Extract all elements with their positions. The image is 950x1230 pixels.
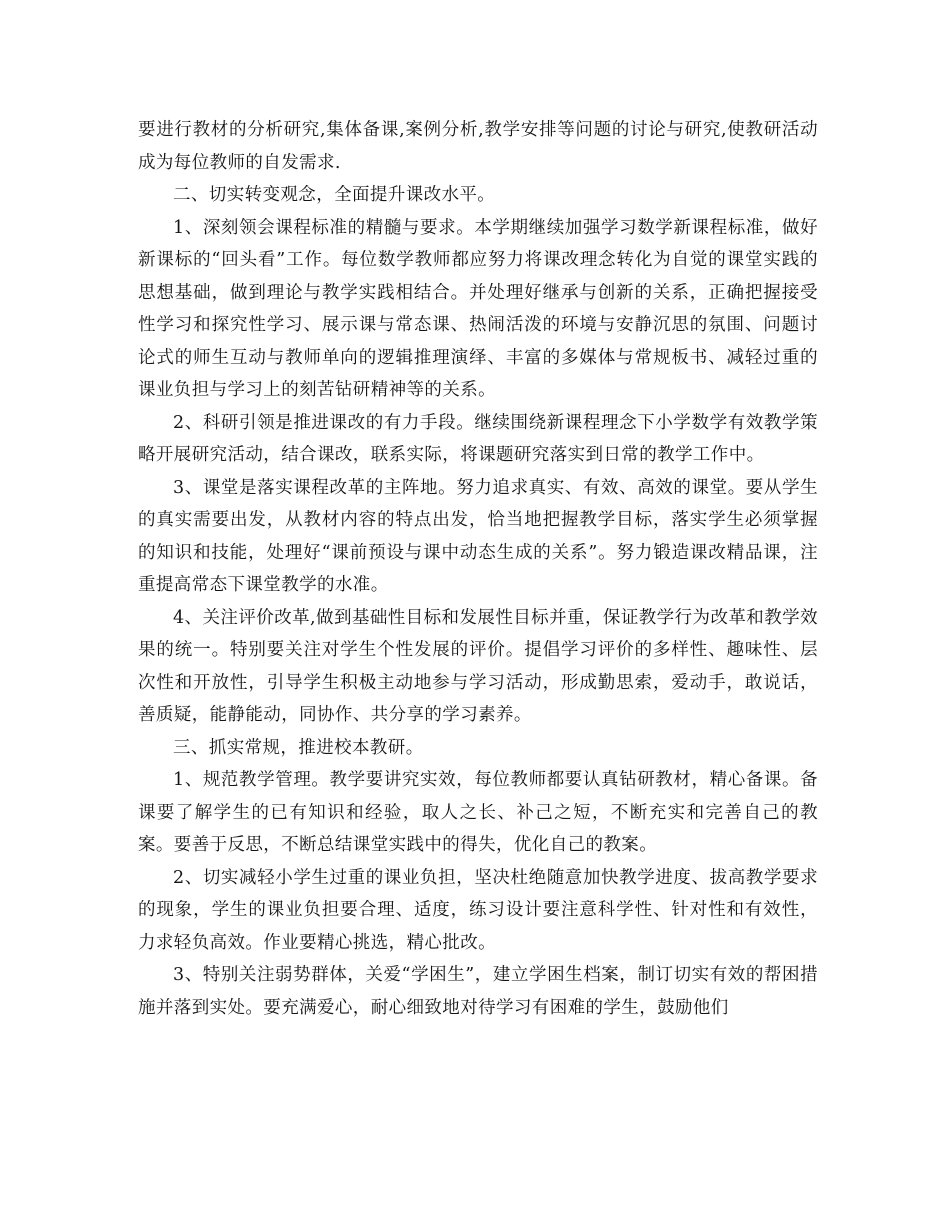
- section-heading: 二、切实转变观念，全面提升课改水平。: [173, 185, 496, 205]
- paragraph: 2、科研引领是推进课改的有力手段。继续围绕新课程理念下小学数学有效教学策略开展研究活动，结合课改，联系实际，将课题研究落实到日常的教学工作中。: [138, 412, 818, 465]
- paragraph: 4、关注评价改革,做到基础性目标和发展性目标并重，保证教学行为改革和教学效果的统一。特别要关注对学生个性发展的评价。提倡学习评价的多样性、趣味性、层次性和开放性，引导学生积极主动地参与学习活动，形成勤思索，爱动手，敢说话，善质疑，能静能动，同协作、共分享的学习素养。: [138, 607, 818, 725]
- document-body: [138, 114, 818, 1024]
- paragraph: 1、深刻领会课程标准的精髓与要求。本学期继续加强学习数学新课程标准，做好新课标的“回头看”工作。每位数学教师都应努力将课改理念转化为自觉的课堂实践的思想基础，做到理论与教学实践相结合。并处理好继承与创新的关系，正确把握接受性学习和探究性学习、展示课与常态课、热闹活泼的环境与安静沉思的氛围、问题讨论式的师生互动与教师单向的逻辑推理演绎、丰富的多媒体与常规板书、减轻过重的课业负担与学习上的刻苦钻研精神等的关系。: [138, 217, 818, 400]
- paragraph: 要进行教材的分析研究,集体备课,案例分析,教学安排等问题的讨论与研究,使教研活动成为每位教师的自发需求.: [138, 120, 818, 173]
- paragraph: 1、规范教学管理。教学要讲究实效，每位教师都要认真钻研教材，精心备课。备课要了解学生的已有知识和经验，取人之长、补己之短，不断充实和完善自己的教案。要善于反思，不断总结课堂实践中的得失，优化自己的教案。: [138, 770, 818, 855]
- paragraph: 2、切实减轻小学生过重的课业负担，坚决杜绝随意加快教学进度、拔高教学要求的现象，学生的课业负担要合理、适度，练习设计要注意科学性、针对性和有效性，力求轻负高效。作业要精心挑选，精心批改。: [138, 867, 818, 953]
- paragraph: 3、特别关注弱势群体，关爱“学困生”，建立学困生档案，制订切实有效的帮困措施并落到实处。要充满爱心，耐心细致地对待学习有困难的学生，鼓励他们: [138, 965, 818, 1018]
- paragraph: 3、课堂是落实课程改革的主阵地。努力追求真实、有效、高效的课堂。要从学生的真实需要出发，从教材内容的特点出发，恰当地把握教学目标，落实学生必须掌握的知识和技能，处理好“课前预设与课中动态生成的关系”。努力锻造课改精品课，注重提高常态下课堂教学的水准。: [138, 477, 818, 595]
- section-heading: 三、抓实常规，推进校本教研。: [173, 737, 424, 758]
